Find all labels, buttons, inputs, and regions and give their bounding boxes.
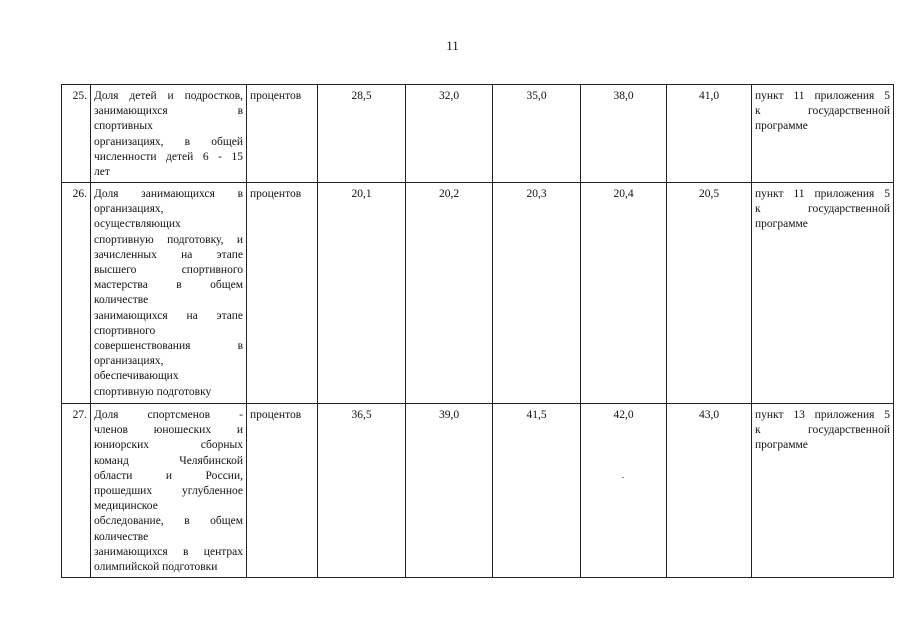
source-line: к государственной xyxy=(755,105,890,118)
description-line: спортивного xyxy=(94,324,156,337)
source-line: к государственной xyxy=(755,424,890,437)
unit-cell: процентов xyxy=(247,404,318,578)
value-cell: 35,0 xyxy=(493,85,581,183)
value-cell: 41,5 xyxy=(493,404,581,578)
scan-speck xyxy=(622,477,624,478)
value-cell: 20,2 xyxy=(406,183,493,404)
unit-cell: процентов xyxy=(247,85,318,183)
value-cell: 36,5 xyxy=(318,404,406,578)
description-line: спортивных xyxy=(94,120,153,133)
description-line: численности детей 6 - 15 xyxy=(94,150,243,163)
value-cell: 43,0 xyxy=(667,404,752,578)
unit-cell: процентов xyxy=(247,183,318,404)
description-line: команд Челябинской xyxy=(94,454,243,467)
table-row xyxy=(62,183,894,404)
description-line: количестве xyxy=(94,294,149,307)
source-line: программе xyxy=(755,120,808,133)
description-line: занимающихся в центрах xyxy=(94,545,243,558)
description-line: осуществляющих xyxy=(94,218,181,231)
description-line: медицинское xyxy=(94,500,158,513)
indicators-table xyxy=(61,84,894,578)
description-line: области и России, xyxy=(94,469,243,482)
source-line: пункт 11 приложения 5 xyxy=(755,188,890,200)
row-number: 25. xyxy=(62,85,91,183)
description-line: членов юношеских и xyxy=(94,424,243,437)
description-line: организациях, в общей xyxy=(94,135,243,148)
page-number: 11 xyxy=(446,38,459,53)
source-reference xyxy=(752,404,894,578)
source-line: пункт 11 приложения 5 xyxy=(755,90,890,102)
value-cell: 38,0 xyxy=(581,85,667,183)
description-line: Доля детей и подростков, xyxy=(94,90,243,102)
description-line: спортивную подготовку xyxy=(94,385,212,398)
description-line: Доля занимающихся в xyxy=(94,188,243,200)
indicator-description xyxy=(91,404,247,578)
value-cell: 20,4 xyxy=(581,183,667,404)
source-line: пункт 13 приложения 5 xyxy=(755,409,890,421)
value-cell: 32,0 xyxy=(406,85,493,183)
row-number: 26. xyxy=(62,183,91,404)
description-line: совершенствования в xyxy=(94,340,243,353)
value-cell: 28,5 xyxy=(318,85,406,183)
source-line: к государственной xyxy=(755,203,890,216)
value-cell: 20,1 xyxy=(318,183,406,404)
description-line: обеспечивающих xyxy=(94,370,179,383)
value-cell: 20,3 xyxy=(493,183,581,404)
value-cell: 42,0 xyxy=(581,404,667,578)
table-row xyxy=(62,85,894,183)
row-number: 27. xyxy=(62,404,91,578)
description-line: прошедших углубленное xyxy=(94,485,243,498)
indicator-description xyxy=(91,85,247,183)
description-line: организациях, xyxy=(94,355,164,368)
description-line: мастерства в общем xyxy=(94,279,243,292)
description-line: занимающихся на этапе xyxy=(94,309,243,322)
description-line: обследование, в общем xyxy=(94,515,243,528)
source-line: программе xyxy=(755,218,808,231)
description-line: высшего спортивного xyxy=(94,264,243,277)
table-row xyxy=(62,404,894,578)
value-cell: 41,0 xyxy=(667,85,752,183)
description-line: зачисленных на этапе xyxy=(94,248,243,261)
description-line: количестве xyxy=(94,530,149,543)
source-line: программе xyxy=(755,439,808,452)
description-line: спортивную подготовку, и xyxy=(94,233,243,246)
source-reference xyxy=(752,183,894,404)
description-line: организациях, xyxy=(94,203,164,216)
description-line: Доля спортсменов - xyxy=(94,409,243,421)
source-reference xyxy=(752,85,894,183)
indicator-description xyxy=(91,183,247,404)
description-line: занимающихся в xyxy=(94,105,243,118)
value-cell: 39,0 xyxy=(406,404,493,578)
description-line: юниорских сборных xyxy=(94,439,243,452)
value-cell: 20,5 xyxy=(667,183,752,404)
description-line: олимпийской подготовки xyxy=(94,561,218,574)
description-line: лет xyxy=(94,166,110,179)
